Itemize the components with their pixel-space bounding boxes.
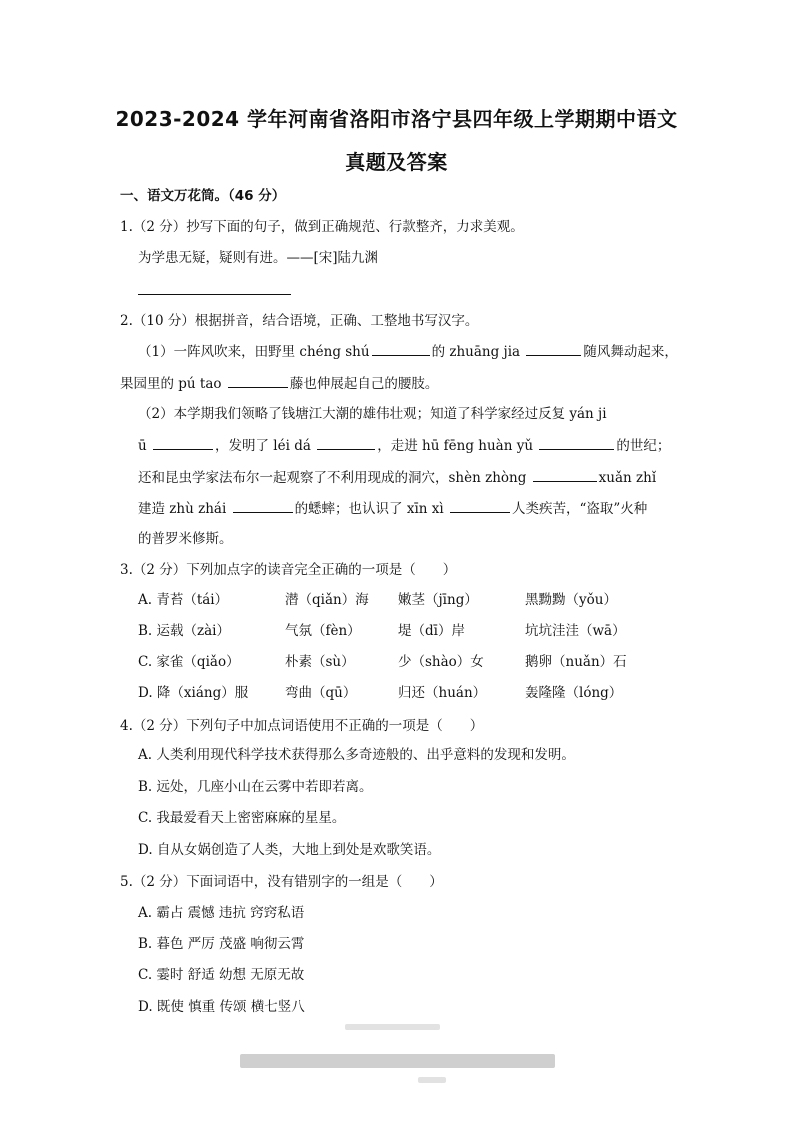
answer-blank[interactable] (526, 341, 581, 356)
q2-text: 建造 zhù zhái (138, 501, 227, 517)
footer-watermark (240, 1054, 555, 1068)
q2-text: ū (138, 438, 147, 454)
question-1-quote: 为学患无疑，疑则有进。——[宋]陆九渊 (138, 250, 379, 266)
question-3-stem: 3.（2 分）下列加点字的读音完全正确的一项是（ ） (120, 562, 457, 578)
question-4-option-c[interactable]: C. 我最爱看天上密密麻麻的星星。 (138, 810, 346, 826)
answer-blank[interactable] (317, 435, 375, 450)
question-3-option[interactable]: D. 降（xiáng）服 (138, 685, 249, 701)
q2-text: ，发明了 léi dá (215, 438, 311, 454)
question-3-option-word: 少（shào）女 (398, 654, 484, 670)
footer-watermark-top (345, 1024, 440, 1030)
question-3-option-word: 轰隆隆（lóng） (525, 685, 623, 701)
question-5-option-d[interactable]: D. 既使 慎重 传颂 横七竖八 (138, 999, 305, 1015)
footer-watermark-mark (418, 1077, 446, 1083)
question-3-option-word: 黑黝黝（yǒu） (525, 592, 617, 608)
question-3-option[interactable]: C. 家雀（qiǎo） (138, 654, 240, 670)
answer-blank[interactable] (372, 341, 430, 356)
question-3-option-word: 鹅卵（nuǎn）石 (525, 654, 627, 670)
question-3-option-word: 嫩茎（jīng） (398, 592, 478, 608)
question-3-option-word: 朴素（sù） (285, 654, 355, 670)
answer-blank[interactable] (153, 435, 213, 450)
answer-blank[interactable] (450, 498, 510, 513)
q2-text: 藤也伸展起自己的腰肢。 (289, 376, 439, 392)
question-3-option[interactable]: B. 运载（zài） (138, 623, 230, 639)
q2-text: 的蟋蟀；也认识了 xīn xì (294, 501, 444, 517)
question-5-stem: 5.（2 分）下面词语中，没有错别字的一组是（ ） (120, 874, 443, 890)
answer-blank[interactable] (533, 467, 597, 482)
answer-blank[interactable] (539, 435, 614, 450)
q2-text: 的 zhuāng jia (431, 344, 521, 360)
q2-text: xuǎn zhǐ (598, 470, 657, 486)
question-2-part2-line5: 的普罗米修斯。 (138, 531, 233, 547)
section-heading: 一、语文万花筒。（46 分） (120, 188, 286, 204)
question-3-option-word: 坑坑洼洼（wā） (525, 623, 626, 639)
question-3-option[interactable]: A. 青苔（tái） (138, 592, 229, 608)
q2-text: 果园里的 pú tao (120, 376, 222, 392)
question-2-part2-line2 (138, 435, 670, 456)
question-4-option-d[interactable]: D. 自从女娲创造了人类，大地上到处是欢歌笑语。 (138, 842, 441, 858)
answer-blank[interactable] (228, 373, 288, 388)
question-2-part2-line3 (138, 467, 656, 488)
q2-text: 人类疾苦，“盗取”火种 (512, 501, 648, 517)
question-2-part2-line1: （2）本学期我们领略了钱塘江大潮的雄伟壮观；知道了科学家经过反复 yán ji (138, 406, 607, 422)
question-4-option-b[interactable]: B. 远处，几座小山在云雾中若即若离。 (138, 779, 373, 795)
question-3-option-word: 潜（qiǎn）海 (285, 592, 369, 608)
question-4-stem: 4.（2 分）下列句子中加点词语使用不正确的一项是（ ） (120, 718, 484, 734)
question-3-option-word: 气氛（fèn） (285, 623, 361, 639)
question-3-option-word: 归还（huán） (398, 685, 487, 701)
question-2-part1-line2 (120, 373, 438, 394)
document-title-line-1: 2023-2024 学年河南省洛阳市洛宁县四年级上学期期中语文 (115, 107, 678, 131)
q2-text: （1）一阵风吹来，田野里 chéng shú (138, 344, 370, 360)
q2-text: 随风舞动起来， (583, 344, 678, 360)
question-2-part1-line1 (138, 341, 678, 362)
answer-blank[interactable] (233, 498, 293, 513)
question-2-part2-line4 (138, 498, 647, 519)
q2-text: 的世纪； (616, 438, 671, 454)
question-5-option-b[interactable]: B. 暮色 严厉 茂盛 响彻云霄 (138, 936, 305, 952)
q2-text: 还和昆虫学家法布尔一起观察了不利用现成的洞穴，shèn zhòng (138, 470, 527, 486)
question-3-option-word: 弯曲（qū） (285, 685, 357, 701)
question-2-stem: 2.（10 分）根据拼音，结合语境，正确、工整地书写汉字。 (120, 313, 479, 329)
question-4-option-a[interactable]: A. 人类利用现代科学技术获得那么多奇迹般的、出乎意料的发现和发明。 (138, 747, 575, 763)
document-title-line-2: 真题及答案 (345, 150, 448, 174)
q2-text: ，走进 hū fēng huàn yǔ (377, 438, 534, 454)
question-3-option-word: 堤（dī）岸 (398, 623, 465, 639)
question-5-option-c[interactable]: C. 霎时 舒适 幼想 无原无故 (138, 967, 305, 983)
question-5-option-a[interactable]: A. 霸占 震憾 违抗 窍窍私语 (138, 905, 305, 921)
question-1-answer-line[interactable] (138, 294, 291, 295)
question-1-stem: 1.（2 分）抄写下面的句子，做到正确规范、行款整齐，力求美观。 (120, 219, 524, 235)
